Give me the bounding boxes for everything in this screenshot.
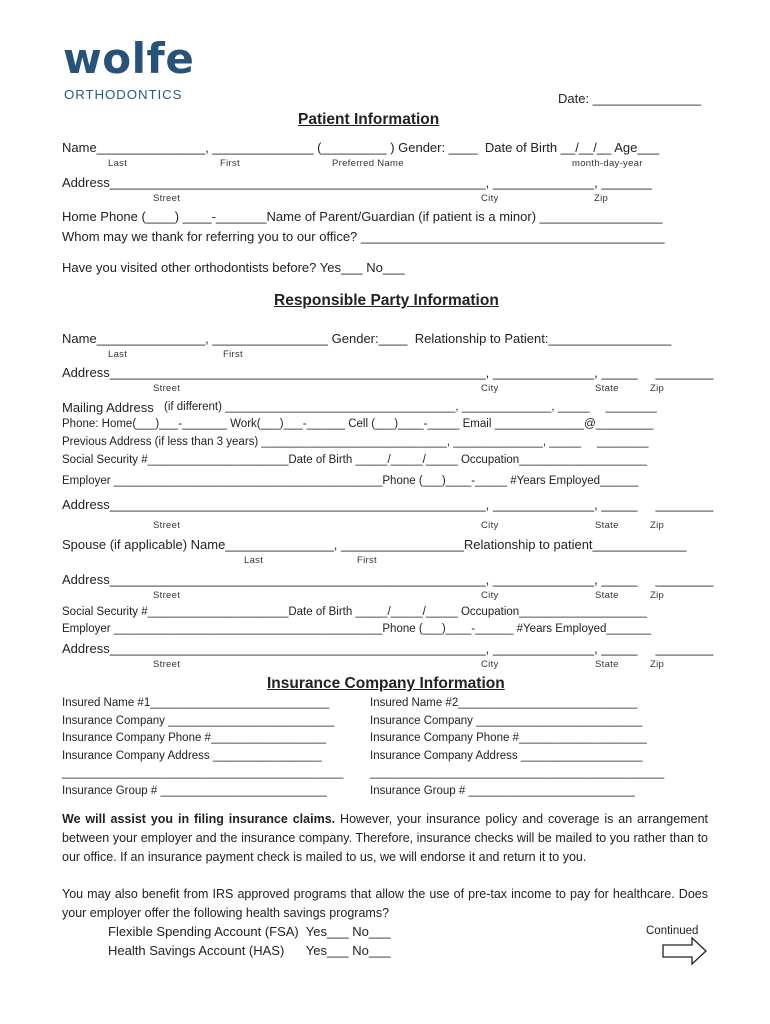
spouse-employer-address-line[interactable]: Address____________________________________________________, ______________, _____ ________ bbox=[62, 641, 714, 656]
sublabel-street: Street bbox=[153, 193, 181, 204]
responsible-name-line[interactable]: Name_______________, ________________ Gender:____ Relationship to Patient:_________________ bbox=[62, 331, 672, 346]
continued-label: Continued bbox=[646, 925, 699, 937]
insured-name-2[interactable]: Insured Name #2____________________________ bbox=[370, 697, 638, 709]
responsible-address-line[interactable]: Address____________________________________________________, ______________, _____ ________ bbox=[62, 365, 714, 380]
logo-wordmark: wolfe bbox=[63, 34, 195, 83]
sublabel-first: First bbox=[357, 555, 377, 566]
date-field[interactable]: Date: _______________ bbox=[558, 91, 702, 106]
sublabel-city: City bbox=[481, 659, 499, 670]
insurance-company-1[interactable]: Insurance Company __________________________ bbox=[62, 715, 335, 727]
referral-line[interactable]: Whom may we thank for referring you to our office? __________________________________________ bbox=[62, 229, 665, 244]
logo-subtitle: ORTHODONTICS bbox=[64, 87, 183, 102]
sublabel-last: Last bbox=[108, 349, 128, 360]
sublabel-first: First bbox=[223, 349, 243, 360]
arrow-right-icon[interactable] bbox=[662, 936, 708, 966]
spouse-name-line[interactable]: Spouse (if applicable) Name_______________, _________________Relationship to patient_____________ bbox=[62, 537, 687, 552]
sublabel-street: Street bbox=[153, 659, 181, 670]
insurance-address-1-cont[interactable]: ____________________________________________ bbox=[62, 767, 344, 779]
insurance-address-2[interactable]: Insurance Company Address ___________________ bbox=[370, 750, 643, 762]
sublabel-zip: Zip bbox=[594, 193, 609, 204]
patient-name-line[interactable]: Name_______________, ______________ (_________ ) Gender: ____ Date of Birth __/__/__ Age___ bbox=[62, 140, 660, 155]
insurance-address-1[interactable]: Insurance Company Address _________________ bbox=[62, 750, 322, 762]
spouse-employer-line[interactable]: Employer __________________________________________Phone (___)____-______ #Years Employed_______ bbox=[62, 623, 652, 635]
sublabel-state: State bbox=[595, 520, 619, 531]
claims-paragraph bbox=[62, 810, 708, 867]
sublabel-city: City bbox=[481, 193, 499, 204]
insurance-group-2[interactable]: Insurance Group # __________________________ bbox=[370, 785, 635, 797]
sublabel-last: Last bbox=[108, 158, 128, 169]
insured-name-1[interactable]: Insured Name #1____________________________ bbox=[62, 697, 330, 709]
patient-address-line[interactable]: Address____________________________________________________, ______________, _______ bbox=[62, 175, 652, 190]
insurance-phone-2[interactable]: Insurance Company Phone #____________________ bbox=[370, 732, 647, 744]
spouse-ssn-line[interactable]: Social Security #______________________Date of Birth _____/_____/_____ Occupation____________________ bbox=[62, 606, 648, 618]
irs-paragraph: You may also benefit from IRS approved programs that allow the use of pre-tax income to pay for healthcare. Does your employer offer the following health savings programs? bbox=[62, 887, 708, 920]
insurance-address-2-cont[interactable]: ______________________________________________ bbox=[370, 767, 665, 779]
visited-line[interactable]: Have you visited other orthodontists before? Yes___ No___ bbox=[62, 260, 405, 275]
sublabel-city: City bbox=[481, 520, 499, 531]
insurance-group-1[interactable]: Insurance Group # __________________________ bbox=[62, 785, 327, 797]
sublabel-street: Street bbox=[153, 383, 181, 394]
sublabel-state: State bbox=[595, 383, 619, 394]
sublabel-zip: Zip bbox=[650, 590, 665, 601]
sublabel-city: City bbox=[481, 383, 499, 394]
mailing-address-line[interactable]: (if different) ____________________________________, ______________, _____ ________ bbox=[164, 401, 657, 413]
sublabel-preferred: Preferred Name bbox=[332, 158, 404, 169]
claims-text: However, your insurance policy and coverage is an arrangement between your employer and the insurance company. Therefore, insurance checks will be mailed to you rather than to our office. If an insurance payment check is mailed to us, we will endorse it and return it to you. bbox=[62, 812, 708, 864]
sublabel-state: State bbox=[595, 590, 619, 601]
sublabel-city: City bbox=[481, 590, 499, 601]
insurance-heading: Insurance Company Information bbox=[267, 675, 505, 692]
has-line[interactable]: Health Savings Account (HAS) Yes___ No___ bbox=[108, 943, 391, 958]
responsible-heading: Responsible Party Information bbox=[274, 292, 499, 309]
fsa-line[interactable]: Flexible Spending Account (FSA) Yes___ No___ bbox=[108, 924, 391, 939]
sublabel-street: Street bbox=[153, 590, 181, 601]
responsible-ssn-line[interactable]: Social Security #______________________Date of Birth _____/_____/_____ Occupation____________________ bbox=[62, 454, 648, 466]
previous-address-line[interactable]: Previous Address (if less than 3 years) _____________________________, ______________, _____ ________ bbox=[62, 436, 649, 448]
spouse-address-line[interactable]: Address____________________________________________________, ______________, _____ ________ bbox=[62, 572, 714, 587]
phone-line[interactable]: Phone: Home(___)___-_______ Work(___)___-______ Cell (___)____-_____ Email ______________@_________ bbox=[62, 418, 654, 430]
patient-heading: Patient Information bbox=[298, 111, 440, 128]
insurance-company-2[interactable]: Insurance Company __________________________ bbox=[370, 715, 643, 727]
home-phone-line[interactable]: Home Phone (____) ____-_______Name of Parent/Guardian (if patient is a minor) _________________ bbox=[62, 209, 663, 224]
sublabel-state: State bbox=[595, 659, 619, 670]
responsible-employer-address-line[interactable]: Address____________________________________________________, ______________, _____ ________ bbox=[62, 497, 714, 512]
sublabel-mdy: month-day-year bbox=[572, 158, 643, 169]
claims-bold-lead: We will assist you in filing insurance claims. bbox=[62, 812, 336, 826]
sublabel-last: Last bbox=[244, 555, 264, 566]
sublabel-zip: Zip bbox=[650, 520, 665, 531]
responsible-employer-line[interactable]: Employer __________________________________________Phone (___)____-_____ #Years Employed______ bbox=[62, 475, 639, 487]
insurance-phone-1[interactable]: Insurance Company Phone #__________________ bbox=[62, 732, 327, 744]
sublabel-zip: Zip bbox=[650, 659, 665, 670]
mailing-address-label: Mailing Address bbox=[62, 400, 154, 415]
sublabel-first: First bbox=[220, 158, 240, 169]
sublabel-street: Street bbox=[153, 520, 181, 531]
sublabel-zip: Zip bbox=[650, 383, 665, 394]
